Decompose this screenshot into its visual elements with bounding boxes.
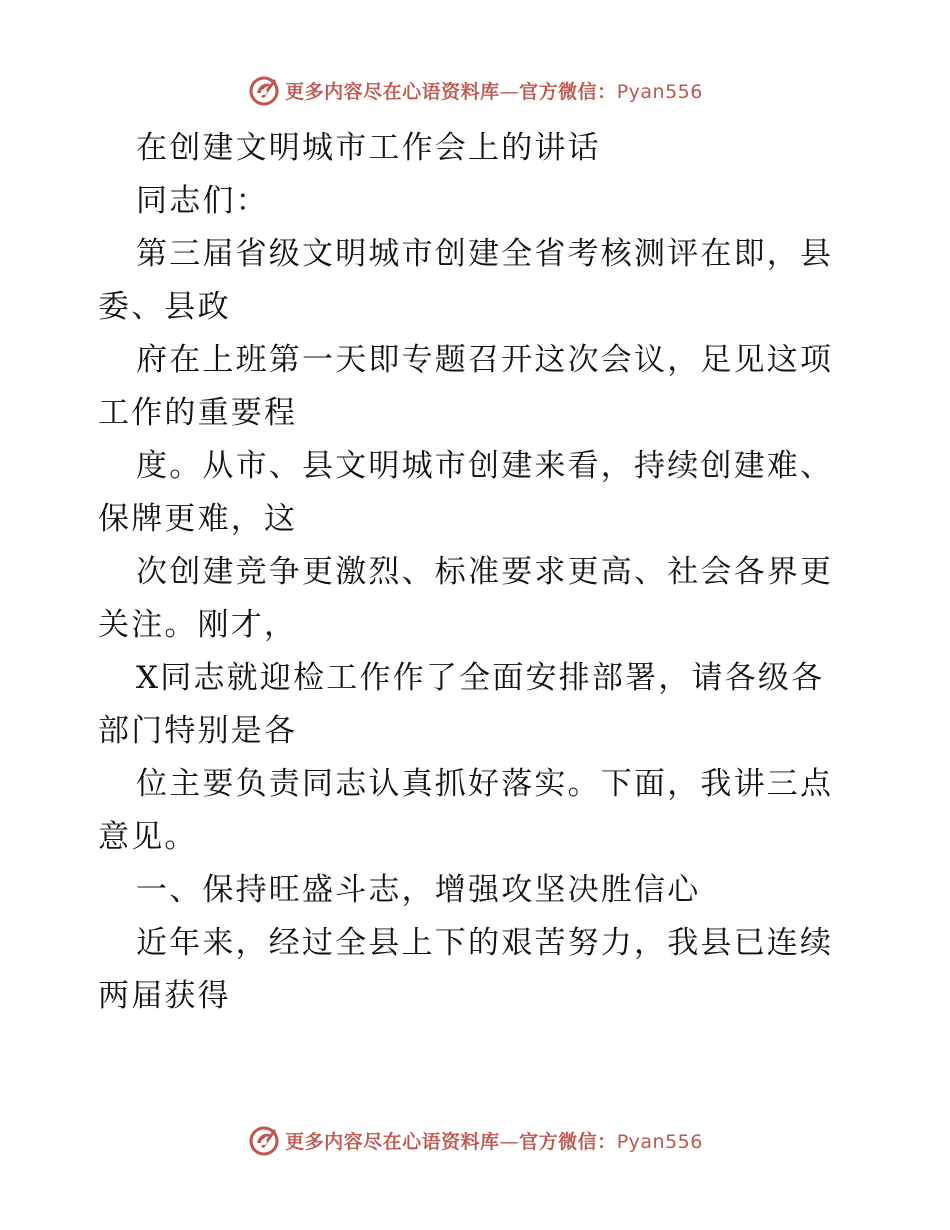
paragraph-line: 度。从市、县文明城市创建来看，持续创建难、 xyxy=(136,448,834,484)
paragraph-line: 府在上班第一天即专题召开这次会议，足见这项 xyxy=(136,342,834,378)
document-title: 在创建文明城市工作会上的讲话 xyxy=(136,130,601,166)
paragraph-line: 第三届省级文明城市创建全省考核测评在即，县 xyxy=(136,236,834,272)
banner-text: 更多内容尽在心语资料库—官方微信：Pyan556 xyxy=(285,80,703,103)
paragraph-line: 保牌更难，这 xyxy=(98,501,298,537)
salutation: 同志们： xyxy=(136,183,269,219)
paragraph-line: 两届获得 xyxy=(98,978,231,1014)
paragraph-line: 次创建竞争更激烈、标准要求更高、社会各界更 xyxy=(136,554,834,590)
paragraph-line: 意见。 xyxy=(98,819,198,855)
paragraph-line: 近年来，经过全县上下的艰苦努力，我县已连续 xyxy=(136,925,834,961)
paragraph-line: 位主要负责同志认真抓好落实。下面，我讲三点 xyxy=(136,766,834,802)
section-heading: 一、保持旺盛斗志，增强攻坚决胜信心 xyxy=(136,872,701,908)
paragraph-line: 工作的重要程 xyxy=(98,395,298,431)
document-body xyxy=(98,122,858,1023)
flame-swirl-logo-icon xyxy=(247,73,281,107)
paragraph-line: 关注。刚才， xyxy=(98,607,298,643)
paragraph-line: 委、县政 xyxy=(98,289,231,325)
footer-banner xyxy=(0,1120,950,1160)
paragraph-line: 部门特别是各 xyxy=(98,713,298,749)
paragraph-line: X同志就迎检工作作了全面安排部署，请各级各 xyxy=(136,660,825,696)
flame-swirl-logo-icon xyxy=(247,1123,281,1157)
banner-text: 更多内容尽在心语资料库—官方微信：Pyan556 xyxy=(285,1130,703,1153)
header-banner xyxy=(0,70,950,110)
